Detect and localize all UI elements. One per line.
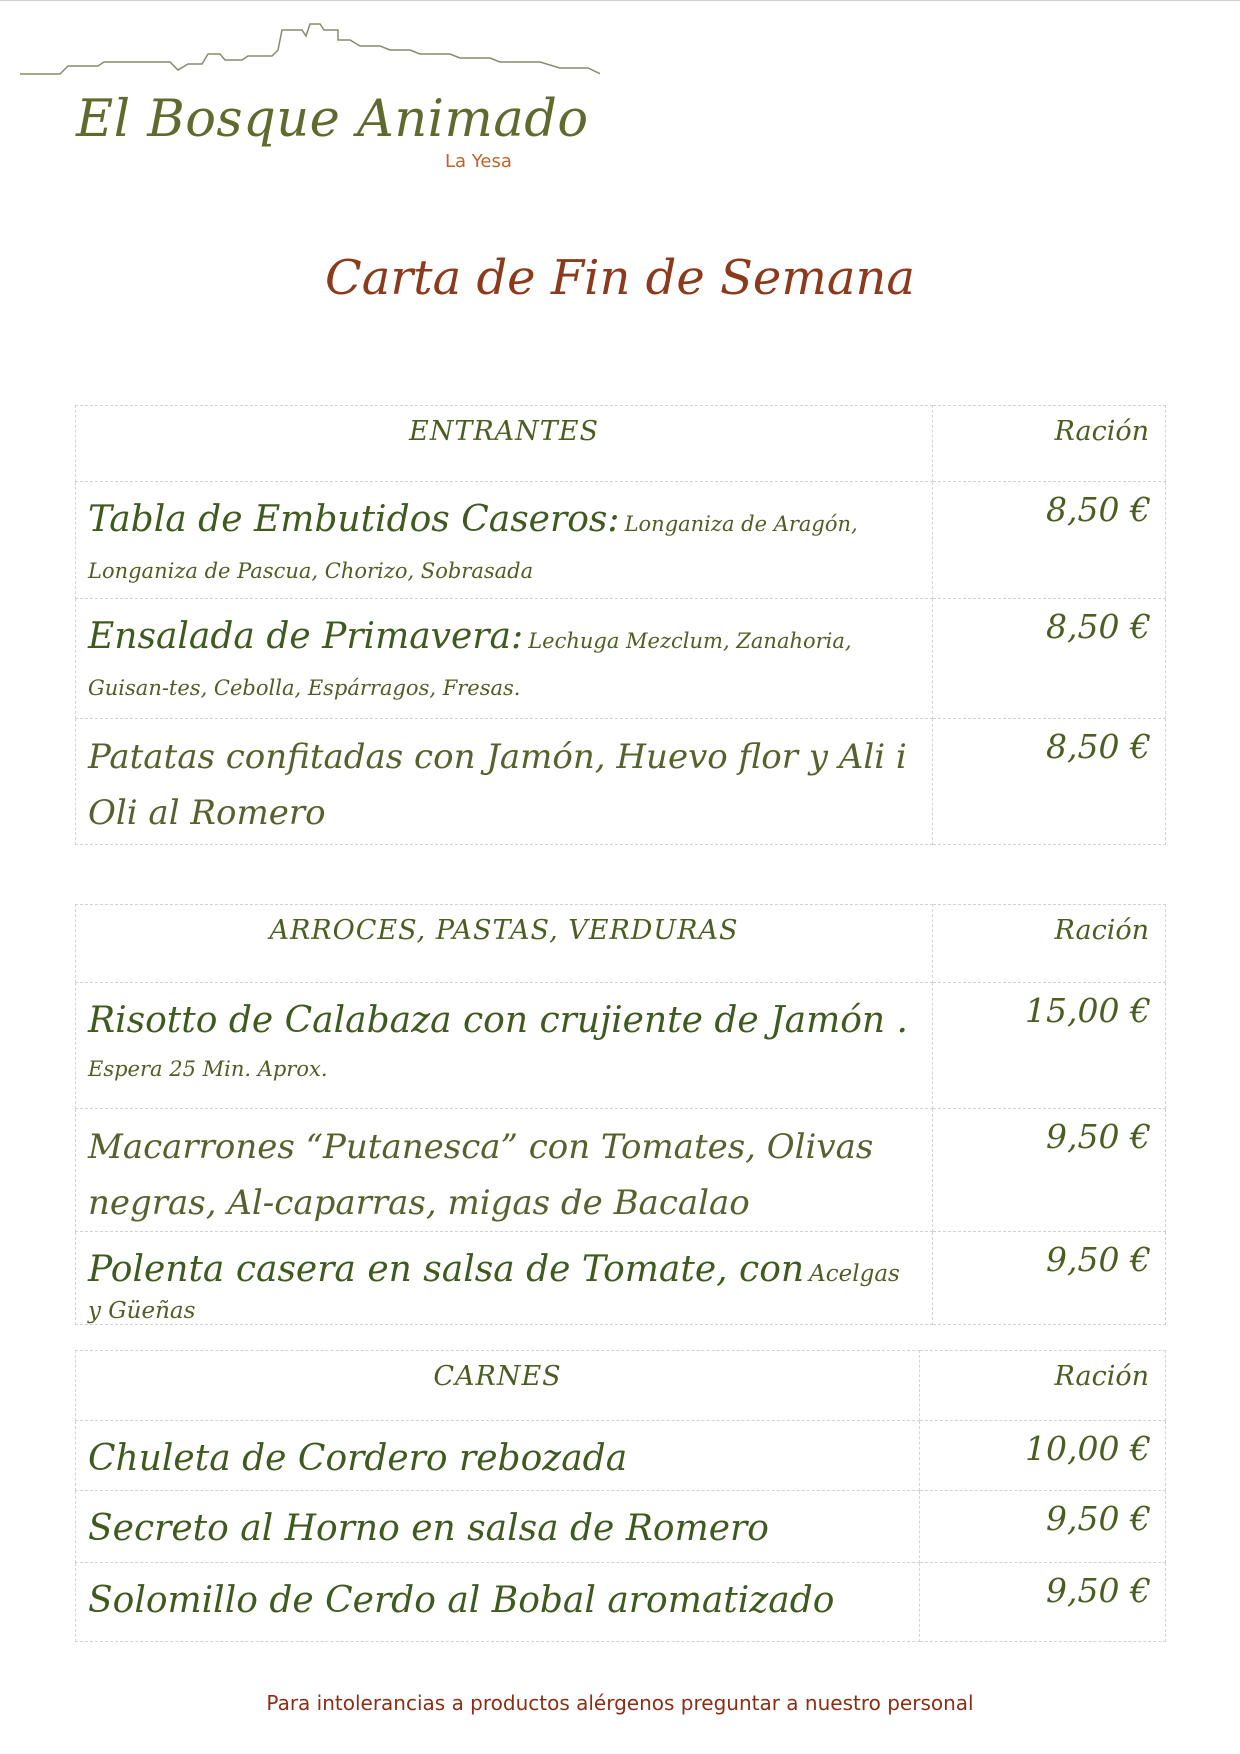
- price-header: Ración: [933, 905, 1166, 983]
- dish-name: Solomillo de Cerdo al Bobal aromatizado: [88, 1580, 835, 1621]
- menu-item: [76, 1421, 920, 1491]
- dish-name: Risotto de Calabaza con crujiente de Jamón .: [88, 1000, 908, 1041]
- section-header-row: [76, 1351, 1166, 1421]
- menu-item-row: [76, 482, 1166, 599]
- menu-item-row: [76, 719, 1166, 845]
- menu-item: [76, 482, 933, 599]
- dish-price: 8,50 €: [933, 482, 1166, 599]
- dish-name: Patatas confitadas con Jamón, Huevo flor y Ali i Oli al Romero: [88, 737, 907, 833]
- dish-name: Chuleta de Cordero rebozada: [88, 1438, 628, 1479]
- menu-item-row: [76, 1563, 1166, 1642]
- section-header: ARROCES, PASTAS, VERDURAS: [76, 905, 933, 983]
- dish-name: Tabla de Embutidos Caseros:: [88, 499, 620, 540]
- menu-section-entrantes: [75, 405, 1166, 845]
- menu-item: [76, 983, 933, 1109]
- restaurant-name: El Bosque Animado: [76, 90, 589, 149]
- dish-price: 9,50 €: [920, 1563, 1166, 1642]
- menu-item-row: [76, 1232, 1166, 1325]
- dish-name: Secreto al Horno en salsa de Romero: [88, 1508, 769, 1549]
- dish-price: 9,50 €: [933, 1232, 1166, 1325]
- menu-item-row: [76, 1109, 1166, 1232]
- menu-section-carnes: [75, 1350, 1166, 1642]
- dish-description: Acelgas y Güeñas: [88, 1261, 900, 1324]
- menu-item: [76, 1232, 933, 1325]
- menu-item: [76, 599, 933, 719]
- price-header: Ración: [933, 406, 1166, 482]
- menu-item-row: [76, 983, 1166, 1109]
- top-rule: [0, 0, 1240, 1]
- dish-price: 9,50 €: [920, 1491, 1166, 1563]
- dish-note: Espera 25 Min. Aprox.: [88, 1057, 328, 1081]
- restaurant-location: La Yesa: [445, 151, 512, 172]
- section-header: ENTRANTES: [76, 406, 933, 482]
- section-header-row: [76, 905, 1166, 983]
- dish-price: 10,00 €: [920, 1421, 1166, 1491]
- dish-name: Polenta casera en salsa de Tomate, con: [88, 1249, 805, 1290]
- menu-item: [76, 1563, 920, 1642]
- menu-item: [76, 719, 933, 845]
- menu-title: Carta de Fin de Semana: [324, 250, 915, 306]
- dish-description: Longaniza de Aragón, Longaniza de Pascua, Chorizo, Sobrasada: [88, 512, 858, 583]
- section-header-row: [76, 406, 1166, 482]
- dish-name: Macarrones “Putanesca” con Tomates, Olivas negras, Al-caparras, migas de Bacalao: [88, 1127, 874, 1223]
- menu-item: [76, 1109, 933, 1232]
- dish-price: 15,00 €: [933, 983, 1166, 1109]
- section-header: CARNES: [76, 1351, 920, 1421]
- price-header: Ración: [920, 1351, 1166, 1421]
- menu-item: [76, 1491, 920, 1563]
- restaurant-logo: [20, 20, 600, 180]
- menu-item-row: [76, 599, 1166, 719]
- allergen-notice: Para intolerancias a productos alérgenos preguntar a nuestro personal: [266, 1691, 974, 1715]
- dish-price: 9,50 €: [933, 1109, 1166, 1232]
- menu-section-arroces: [75, 904, 1166, 1325]
- dish-price: 8,50 €: [933, 599, 1166, 719]
- dish-description: Lechuga Mezclum, Zanahoria, Guisan-tes, Cebolla, Espárragos, Fresas.: [88, 629, 852, 700]
- menu-item-row: [76, 1421, 1166, 1491]
- menu-item-row: [76, 1491, 1166, 1563]
- dish-price: 8,50 €: [933, 719, 1166, 845]
- dish-name: Ensalada de Primavera:: [88, 616, 524, 657]
